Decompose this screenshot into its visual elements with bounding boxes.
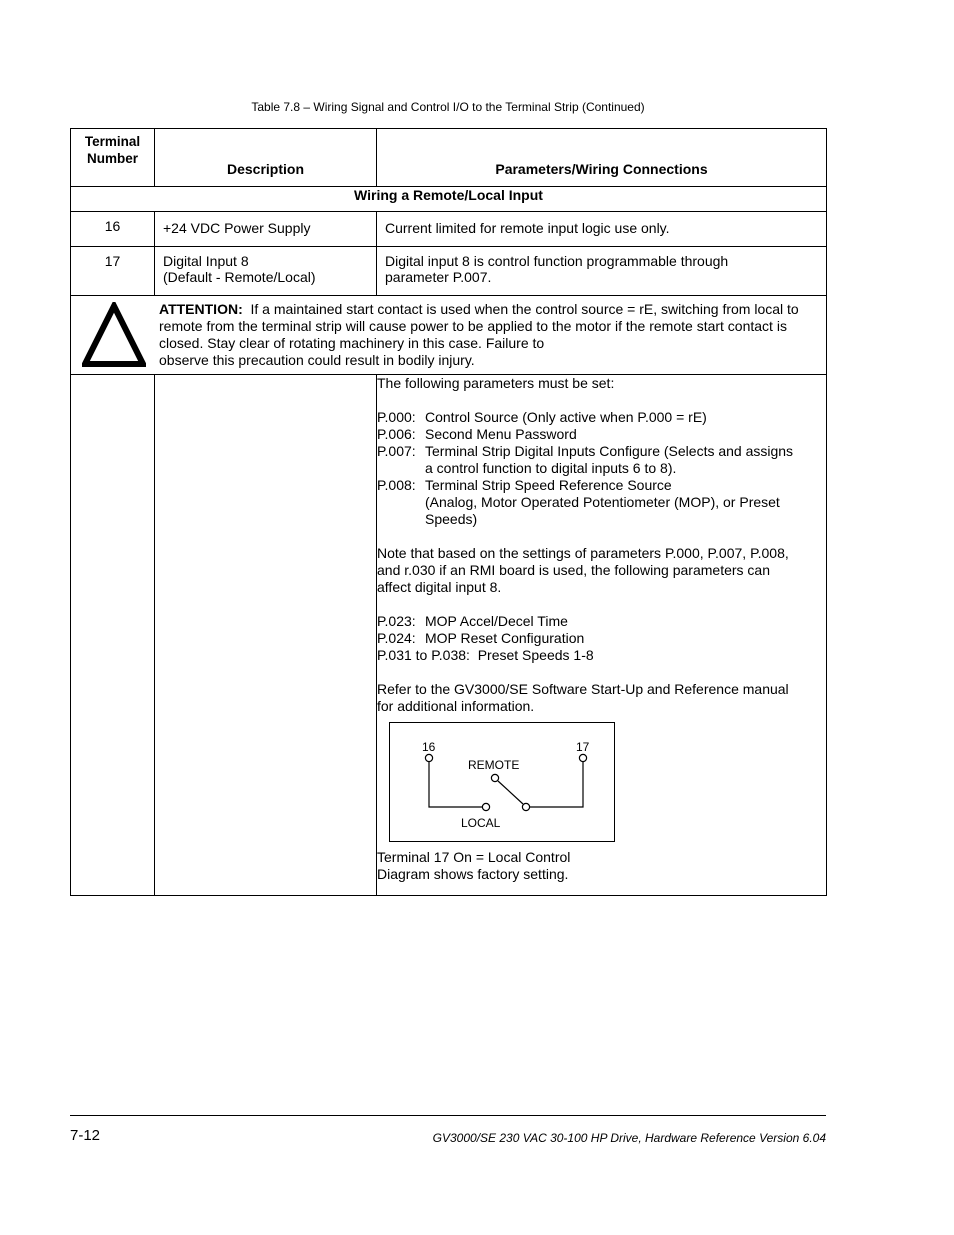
page-number: 7-12	[70, 1127, 101, 1144]
description-cell: +24 VDC Power Supply	[155, 212, 377, 247]
diagram-label-remote: REMOTE	[468, 758, 520, 772]
description-line: (Default - Remote/Local)	[163, 269, 316, 285]
connection-line: Digital input 8 is control function programmable through	[385, 253, 729, 269]
attention-row	[71, 296, 827, 375]
attention-label: ATTENTION:	[159, 301, 243, 317]
param-continuation: a control function to digital inputs 6 to 8).	[425, 460, 677, 476]
parameters-intro: The following parameters must be set:	[377, 375, 615, 391]
diagram-label-16: 16	[422, 740, 436, 754]
table-row	[71, 212, 827, 247]
param-entry	[377, 409, 826, 426]
attention-text	[159, 301, 819, 369]
section-row	[71, 187, 827, 212]
param-entry	[377, 613, 826, 630]
wiring-table	[70, 128, 827, 896]
param-entry	[377, 630, 826, 647]
attention-line: remote from the terminal strip will cause power to be applied to the motor if the remote start contact is	[159, 318, 787, 334]
param-code: P.031 to P.038:	[377, 647, 470, 663]
param-text: MOP Reset Configuration	[425, 630, 585, 646]
terminal-number: 16	[71, 212, 155, 247]
header-terminal-line1: Terminal	[84, 134, 141, 149]
param-continuation: Speeds)	[425, 511, 478, 527]
section-title: Wiring a Remote/Local Input	[71, 187, 827, 212]
refer-line: for additional information.	[377, 698, 535, 714]
parameters-cell	[377, 375, 827, 896]
description-line: Digital Input 8	[163, 253, 249, 269]
attention-line: closed. Stay clear of rotating machinery in this case. Failure to	[159, 335, 545, 351]
param-text: Terminal Strip Speed Reference Source	[425, 477, 672, 493]
description-cell	[155, 247, 377, 296]
param-code: P.006:	[377, 426, 416, 442]
terminal-number: 17	[71, 247, 155, 296]
note-line: and r.030 if an RMI board is used, the following parameters can	[377, 562, 770, 578]
footer-document-title: GV3000/SE 230 VAC 30-100 HP Drive, Hardware Reference Version 6.04	[432, 1131, 826, 1145]
param-code: P.023:	[377, 613, 416, 629]
param-entry	[377, 443, 826, 460]
refer-line: Refer to the GV3000/SE Software Start-Up and Reference manual	[377, 681, 789, 697]
header-terminal-number	[71, 129, 155, 187]
table-row	[71, 247, 827, 296]
param-code: P.000:	[377, 409, 416, 425]
local-contact-node	[482, 803, 489, 810]
param-entry	[377, 647, 826, 664]
param-code: P.007:	[377, 443, 416, 459]
param-text: Terminal Strip Digital Inputs Configure (Selects and assigns	[425, 443, 794, 459]
wiring-diagram	[389, 722, 615, 842]
attention-cell	[71, 296, 827, 375]
parameters-row	[71, 375, 827, 896]
header-row	[71, 129, 827, 187]
empty-description-cell	[155, 375, 377, 896]
status-line: Diagram shows factory setting.	[377, 866, 569, 882]
connection-cell	[377, 247, 827, 296]
table-caption: Table 7.8 – Wiring Signal and Control I/O to the Terminal Strip (Continued)	[251, 100, 645, 114]
diagram-label-local: LOCAL	[461, 816, 501, 830]
remote-contact-node	[491, 774, 498, 781]
param-code: P.008:	[377, 477, 416, 493]
header-description: Description	[155, 129, 377, 187]
param-text: Second Menu Password	[425, 426, 577, 442]
note-line: affect digital input 8.	[377, 579, 502, 595]
param-entry	[377, 426, 826, 443]
param-entry	[377, 477, 826, 494]
switch-pivot-node	[522, 803, 529, 810]
footer-divider	[70, 1115, 826, 1116]
attention-line: observe this precaution could result in bodily injury.	[159, 352, 475, 368]
connection-line: parameter P.007.	[385, 269, 492, 285]
param-continuation: (Analog, Motor Operated Potentiometer (MOP), or Preset	[425, 494, 780, 510]
param-text: Preset Speeds 1-8	[477, 647, 594, 663]
warning-triangle-icon	[82, 302, 146, 368]
header-parameters: Parameters/Wiring Connections	[377, 129, 827, 187]
connection-cell: Current limited for remote input logic use only.	[377, 212, 827, 247]
note-line: Note that based on the settings of parameters P.000, P.007, P.008,	[377, 545, 789, 561]
empty-terminal-cell	[71, 375, 155, 896]
param-text: MOP Accel/Decel Time	[425, 613, 568, 629]
attention-line: If a maintained start contact is used when the control source = rE, switching from local to	[242, 301, 799, 317]
param-text: Control Source (Only active when P.000 = rE)	[425, 409, 707, 425]
param-code: P.024:	[377, 630, 416, 646]
status-line: Terminal 17 On = Local Control	[377, 849, 571, 865]
diagram-label-17: 17	[576, 740, 590, 754]
header-terminal-line2: Number	[86, 151, 138, 166]
